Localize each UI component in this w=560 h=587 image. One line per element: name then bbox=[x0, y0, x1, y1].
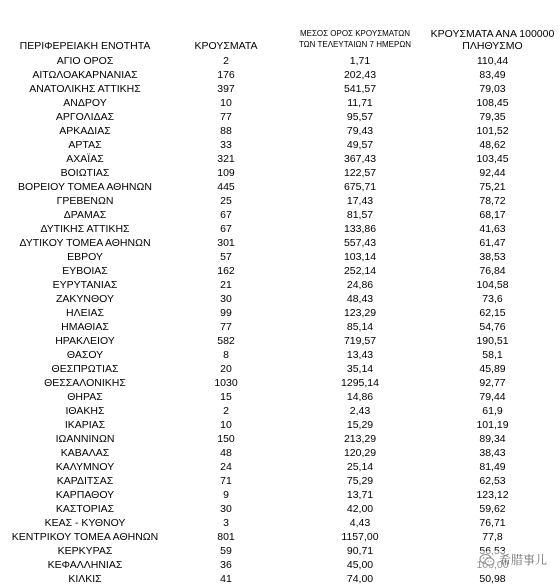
table-row bbox=[0, 110, 560, 124]
cell-region: ΘΕΣΠΡΩΤΙΑΣ bbox=[51, 363, 119, 375]
cell-seven-day-average: 133,86 bbox=[343, 223, 377, 235]
cell-cases-per-100k: 110,44 bbox=[476, 55, 509, 67]
cell-seven-day-average: 252,14 bbox=[343, 265, 377, 277]
cell-region: ΚΑΒΑΛΑΣ bbox=[60, 447, 110, 459]
cell-cases-per-100k: 38,53 bbox=[479, 251, 506, 263]
table-row bbox=[0, 502, 560, 516]
cell-seven-day-average: 42,00 bbox=[346, 503, 374, 515]
table-row bbox=[0, 432, 560, 446]
cell-cases: 41 bbox=[220, 573, 232, 585]
table-row bbox=[0, 180, 560, 194]
table-row bbox=[0, 222, 560, 236]
cell-seven-day-average: 81,57 bbox=[346, 209, 374, 221]
cell-region: ΑΡΚΑΔΙΑΣ bbox=[59, 125, 111, 137]
cell-cases-per-100k: 59,62 bbox=[479, 503, 506, 515]
table-row bbox=[0, 334, 560, 348]
cell-cases: 30 bbox=[220, 503, 232, 515]
table-row bbox=[0, 404, 560, 418]
cell-cases-per-100k: 62,53 bbox=[479, 475, 506, 487]
cell-cases-per-100k: 54,76 bbox=[479, 321, 506, 333]
cell-cases: 109 bbox=[217, 167, 235, 179]
cell-seven-day-average: 17,43 bbox=[346, 195, 374, 207]
cell-cases-per-100k: 103,45 bbox=[476, 153, 509, 165]
cell-region: ΙΚΑΡΙΑΣ bbox=[64, 419, 106, 431]
cell-cases-per-100k: 76,71 bbox=[479, 517, 506, 529]
cell-seven-day-average: 45,00 bbox=[346, 559, 374, 571]
cell-cases: 59 bbox=[220, 545, 232, 557]
cell-cases: 9 bbox=[223, 489, 229, 501]
cell-cases-per-100k: 76,84 bbox=[479, 265, 506, 277]
cell-cases: 10 bbox=[220, 419, 232, 431]
table-row bbox=[0, 446, 560, 460]
table-row bbox=[0, 236, 560, 250]
table-row bbox=[0, 96, 560, 110]
header-cases-per-100k bbox=[425, 28, 560, 52]
cell-region: ΒΟΙΩΤΙΑΣ bbox=[60, 167, 110, 179]
table-row bbox=[0, 418, 560, 432]
cell-seven-day-average: 48,43 bbox=[346, 293, 374, 305]
cell-region: ΓΡΕΒΕΝΩΝ bbox=[56, 195, 114, 207]
cell-cases: 150 bbox=[217, 433, 235, 445]
cell-seven-day-average: 202,43 bbox=[343, 69, 377, 81]
cell-cases: 99 bbox=[220, 307, 232, 319]
cell-cases: 10 bbox=[220, 97, 232, 109]
cell-seven-day-average: 95,57 bbox=[346, 111, 374, 123]
cell-seven-day-average: 367,43 bbox=[343, 153, 377, 165]
cell-region: ΘΕΣΣΑΛΟΝΙΚΗΣ bbox=[44, 377, 126, 389]
cell-region: ΔΡΑΜΑΣ bbox=[63, 209, 107, 221]
cell-cases-per-100k: 61,47 bbox=[479, 237, 506, 249]
table-body bbox=[0, 54, 560, 586]
cell-seven-day-average: 4,43 bbox=[349, 517, 371, 529]
table-row bbox=[0, 306, 560, 320]
cell-cases-per-100k: 78,72 bbox=[479, 195, 506, 207]
table-row bbox=[0, 292, 560, 306]
cell-cases-per-100k: 61,9 bbox=[482, 405, 503, 417]
table-row bbox=[0, 278, 560, 292]
cell-region: ΚΕΦΑΛΛΗΝΙΑΣ bbox=[47, 559, 123, 571]
cell-cases-per-100k: 68,17 bbox=[479, 209, 506, 221]
cell-seven-day-average: 120,29 bbox=[343, 447, 377, 459]
cell-cases: 71 bbox=[220, 475, 232, 487]
cell-cases: 67 bbox=[220, 223, 232, 235]
table-row bbox=[0, 320, 560, 334]
cell-seven-day-average: 719,57 bbox=[343, 335, 377, 347]
table-row bbox=[0, 54, 560, 68]
cell-cases: 445 bbox=[217, 181, 235, 193]
cell-cases: 176 bbox=[217, 69, 235, 81]
cell-cases-per-100k: 48,62 bbox=[479, 139, 506, 151]
table-row bbox=[0, 166, 560, 180]
table-row bbox=[0, 194, 560, 208]
cell-cases: 30 bbox=[220, 293, 232, 305]
cell-cases-per-100k: 108,45 bbox=[476, 97, 509, 109]
cell-cases-per-100k: 79,03 bbox=[479, 83, 506, 95]
cell-seven-day-average: 79,43 bbox=[346, 125, 374, 137]
cell-region: ΚΑΡΔΙΤΣΑΣ bbox=[56, 475, 114, 487]
table-row bbox=[0, 152, 560, 166]
cell-region: ΕΒΡΟΥ bbox=[67, 251, 103, 263]
table-row bbox=[0, 488, 560, 502]
cell-cases-per-100k: 123,12 bbox=[476, 489, 509, 501]
cell-seven-day-average: 1157,00 bbox=[341, 531, 379, 543]
cell-region: ΘΑΣΟΥ bbox=[66, 349, 104, 361]
cell-cases: 2 bbox=[223, 55, 229, 67]
header-per100k-line-2: ΠΛΗΘΥΣΜΟ bbox=[462, 40, 523, 52]
cell-region: ΑΧΑΪΑΣ bbox=[66, 153, 104, 165]
cell-region: ΔΥΤΙΚΗΣ ΑΤΤΙΚΗΣ bbox=[40, 223, 130, 235]
cell-cases: 24 bbox=[220, 461, 232, 473]
cell-cases: 20 bbox=[220, 363, 232, 375]
table-row bbox=[0, 264, 560, 278]
cell-seven-day-average: 1295,14 bbox=[341, 377, 379, 389]
cell-region: ΒΟΡΕΙΟΥ ΤΟΜΕΑ ΑΘΗΝΩΝ bbox=[18, 181, 152, 193]
cell-cases: 3 bbox=[223, 517, 229, 529]
cell-cases: 33 bbox=[220, 139, 232, 151]
cell-seven-day-average: 122,57 bbox=[343, 167, 377, 179]
table-row bbox=[0, 124, 560, 138]
cell-seven-day-average: 49,57 bbox=[346, 139, 374, 151]
cell-cases: 77 bbox=[220, 111, 232, 123]
cell-cases: 88 bbox=[220, 125, 232, 137]
cell-cases: 57 bbox=[220, 251, 232, 263]
table-row bbox=[0, 362, 560, 376]
cell-region: ΚΙΛΚΙΣ bbox=[68, 573, 102, 585]
cell-cases-per-100k: 73,6 bbox=[482, 293, 503, 305]
cell-cases: 321 bbox=[217, 153, 235, 165]
table-row bbox=[0, 138, 560, 152]
header-seven-day-average bbox=[290, 28, 420, 50]
table-row bbox=[0, 250, 560, 264]
cell-seven-day-average: 213,29 bbox=[343, 433, 377, 445]
cell-seven-day-average: 675,71 bbox=[343, 181, 377, 193]
cell-seven-day-average: 90,71 bbox=[346, 545, 374, 557]
cell-seven-day-average: 13,71 bbox=[346, 489, 374, 501]
table-row bbox=[0, 68, 560, 82]
table-row bbox=[0, 572, 560, 586]
cell-cases: 77 bbox=[220, 321, 232, 333]
cell-region: ΑΓΙΟ ΟΡΟΣ bbox=[56, 55, 114, 67]
cell-cases: 2 bbox=[223, 405, 229, 417]
cell-cases-per-100k: 92,77 bbox=[479, 377, 506, 389]
cell-cases: 801 bbox=[217, 531, 235, 543]
cell-seven-day-average: 103,14 bbox=[343, 251, 377, 263]
table-row bbox=[0, 376, 560, 390]
cell-cases: 1030 bbox=[214, 377, 238, 389]
cell-cases: 48 bbox=[220, 447, 232, 459]
cell-region: ΚΑΡΠΑΘΟΥ bbox=[55, 489, 115, 501]
cell-region: ΗΛΕΙΑΣ bbox=[65, 307, 104, 319]
cell-cases-per-100k: 62,15 bbox=[479, 307, 506, 319]
cell-cases-per-100k: 101,19 bbox=[476, 419, 509, 431]
cell-cases: 25 bbox=[220, 195, 232, 207]
cell-seven-day-average: 25,14 bbox=[346, 461, 374, 473]
cell-cases-per-100k: 50,98 bbox=[479, 573, 506, 585]
cell-region: ΔΥΤΙΚΟΥ ΤΟΜΕΑ ΑΘΗΝΩΝ bbox=[19, 237, 151, 249]
cell-seven-day-average: 11,71 bbox=[347, 97, 373, 109]
cell-region: ΑΡΤΑΣ bbox=[68, 139, 102, 151]
cell-cases-per-100k: 41,63 bbox=[479, 223, 506, 235]
cell-region: ΙΘΑΚΗΣ bbox=[65, 405, 105, 417]
table-row bbox=[0, 208, 560, 222]
cell-cases: 8 bbox=[223, 349, 229, 361]
table-row bbox=[0, 474, 560, 488]
cell-seven-day-average: 15,29 bbox=[346, 419, 374, 431]
header-avg-line-1: ΜΕΣΟΣ ΟΡΟΣ ΚΡΟΥΣΜΑΤΩΝ bbox=[299, 29, 411, 38]
table-row bbox=[0, 530, 560, 544]
cell-cases-per-100k: 45,89 bbox=[479, 363, 506, 375]
cell-region: ΕΥΒΟΙΑΣ bbox=[62, 265, 108, 277]
cell-region: ΖΑΚΥΝΘΟΥ bbox=[55, 293, 114, 305]
cell-cases-per-100k: 83,49 bbox=[479, 69, 506, 81]
table-row bbox=[0, 460, 560, 474]
cell-region: ΕΥΡΥΤΑΝΙΑΣ bbox=[52, 279, 118, 291]
cell-seven-day-average: 85,14 bbox=[346, 321, 374, 333]
cell-cases-per-100k: 75,21 bbox=[479, 181, 506, 193]
cell-cases-per-100k: 38,43 bbox=[479, 447, 506, 459]
header-cases-label: ΚΡΟΥΣΜΑΤΑ bbox=[194, 40, 258, 52]
cell-cases: 36 bbox=[220, 559, 232, 571]
cell-cases-per-100k: 92,44 bbox=[479, 167, 506, 179]
wechat-logo-icon bbox=[479, 552, 495, 568]
header-per100k-line-1: ΚΡΟΥΣΜΑΤΑ ΑΝΑ 100000 bbox=[430, 28, 555, 40]
cell-region: ΑΡΓΟΛΙΔΑΣ bbox=[55, 111, 115, 123]
cell-cases: 582 bbox=[217, 335, 235, 347]
header-cases bbox=[190, 40, 262, 52]
header-region bbox=[0, 40, 170, 52]
cell-region: ΗΡΑΚΛΕΙΟΥ bbox=[55, 335, 115, 347]
cell-cases-per-100k: 81,49 bbox=[479, 461, 506, 473]
header-region-label: ΠΕΡΙΦΕΡΕΙΑΚΗ ΕΝΟΤΗΤΑ bbox=[19, 40, 151, 52]
cell-seven-day-average: 2,43 bbox=[349, 405, 371, 417]
cell-cases-per-100k: 79,44 bbox=[479, 391, 506, 403]
watermark bbox=[476, 551, 550, 569]
cell-region: ΚΑΛΥΜΝΟΥ bbox=[55, 461, 115, 473]
cell-cases-per-100k: 79,35 bbox=[479, 111, 506, 123]
cell-region: ΚΑΣΤΟΡΙΑΣ bbox=[55, 503, 115, 515]
cell-region: ΑΝΔΡΟΥ bbox=[63, 97, 107, 109]
watermark-text: 希腊事儿 bbox=[498, 553, 547, 567]
cell-cases-per-100k: 89,34 bbox=[479, 433, 506, 445]
cell-seven-day-average: 24,86 bbox=[346, 279, 374, 291]
cell-seven-day-average: 1,71 bbox=[349, 55, 371, 67]
cell-cases: 301 bbox=[217, 237, 235, 249]
cell-cases: 15 bbox=[220, 391, 232, 403]
table-row bbox=[0, 348, 560, 362]
cell-region: ΗΜΑΘΙΑΣ bbox=[61, 321, 109, 333]
cell-seven-day-average: 13,43 bbox=[346, 349, 374, 361]
cell-seven-day-average: 14,86 bbox=[346, 391, 374, 403]
table-row bbox=[0, 516, 560, 530]
cell-region: ΚΕΝΤΡΙΚΟΥ ΤΟΜΕΑ ΑΘΗΝΩΝ bbox=[11, 531, 159, 543]
cell-region: ΑΝΑΤΟΛΙΚΗΣ ΑΤΤΙΚΗΣ bbox=[29, 83, 141, 95]
table-row bbox=[0, 82, 560, 96]
cell-cases: 21 bbox=[220, 279, 232, 291]
cell-seven-day-average: 557,43 bbox=[343, 237, 377, 249]
cell-region: ΑΙΤΩΛΟΑΚΑΡΝΑΝΙΑΣ bbox=[32, 69, 138, 81]
cell-cases-per-100k: 190,51 bbox=[476, 335, 509, 347]
cell-seven-day-average: 541,57 bbox=[343, 83, 377, 95]
cell-region: ΚΕΡΚΥΡΑΣ bbox=[57, 545, 113, 557]
cell-cases-per-100k: 77,8 bbox=[482, 531, 503, 543]
cell-region: ΚΕΑΣ - ΚΥΘΝΟΥ bbox=[44, 517, 126, 529]
cell-cases-per-100k: 101,52 bbox=[476, 125, 509, 137]
cell-seven-day-average: 75,29 bbox=[346, 475, 374, 487]
cell-region: ΘΗΡΑΣ bbox=[67, 391, 103, 403]
cell-cases-per-100k: 104,58 bbox=[476, 279, 509, 291]
cell-cases-per-100k: 58,1 bbox=[482, 349, 503, 361]
cell-seven-day-average: 74,00 bbox=[346, 573, 374, 585]
cell-cases: 397 bbox=[217, 83, 235, 95]
header-avg-line-2: ΤΩΝ ΤΕΛΕΥΤΑΙΩΝ 7 ΗΜΕΡΩΝ bbox=[298, 40, 412, 49]
cell-cases: 67 bbox=[220, 209, 232, 221]
table-row bbox=[0, 390, 560, 404]
cell-region: ΙΩΑΝΝΙΝΩΝ bbox=[55, 433, 115, 445]
cell-seven-day-average: 35,14 bbox=[346, 363, 374, 375]
cell-seven-day-average: 123,29 bbox=[343, 307, 377, 319]
cell-cases: 162 bbox=[217, 265, 235, 277]
